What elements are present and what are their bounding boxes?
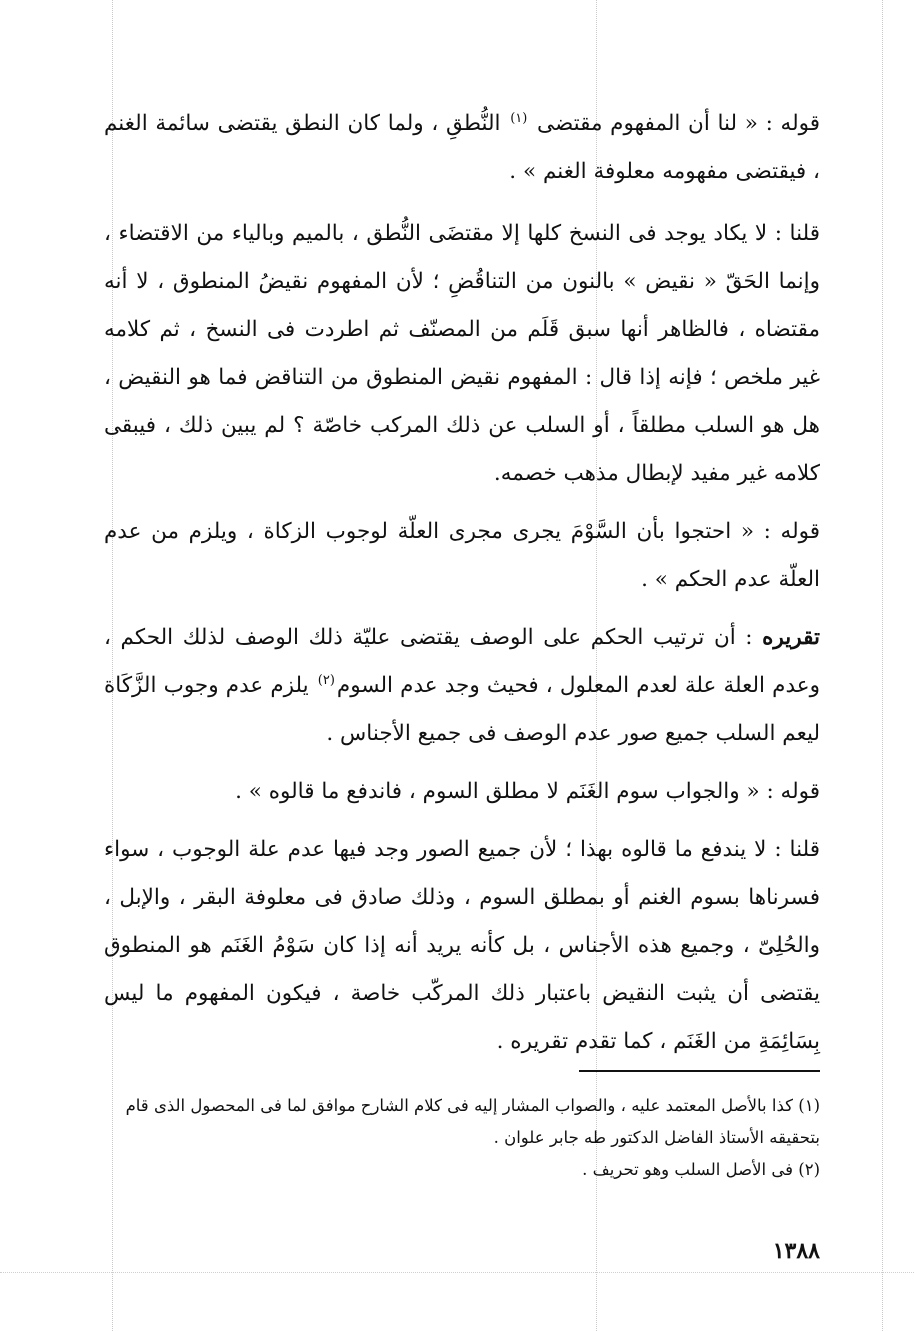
footnote-marker-2[interactable]: (٢) [317, 672, 335, 688]
paragraph-text: قوله : « والجواب سوم الغَنَم لا مطلق السوم ، فاندفع ما قالوه » . [235, 779, 820, 804]
footnotes [104, 1090, 820, 1186]
scan-artifact-line [882, 0, 883, 1331]
paragraph-text: قلنا : لا يندفع ما قالوه بهذا ؛ لأن جميع الصور وجد فيها عدم علة الوجوب ، سواء فسرناها بسوم الغنم أو بمطلق السوم ، وذلك صادق فى معلوفة البقر ، والإبل ، والحُلِىّ ، وجميع هذه الأجناس ، بل كأنه يريد أنه إذا كان سَوْمُ الغَنَم هو المنطوق يقتضى أن يثبت النقيض باعتبار ذلك المركّب خاصة ، فيكون المفهوم ما ليس بِسَائِمَةِ من الغَنَم ، كما تقدم تقريره . [104, 837, 820, 1054]
paragraph-text: يلزم عدم وجوب الزَّكَاة ليعم السلب جميع صور عدم الوصف فى جميع الأجناس . [104, 673, 820, 746]
scan-artifact-line [0, 1272, 914, 1273]
main-text [104, 100, 820, 1066]
paragraph-text: النُّطقِ ، ولما كان النطق يقتضى سائمة الغنم ، فيقتضى مفهومه معلوفة الغنم » . [104, 111, 820, 184]
paragraph-text: قوله : « لنا أن المفهوم مقتضى [529, 111, 821, 136]
paragraph-text: قلنا : لا يكاد يوجد فى النسخ كلها إلا مقتضَى النُّطق ، بالميم وبالياء من الاقتضاء ، وإنما الحَقّ « نقيض » بالنون من التناقُضِ ؛ لأن المفهوم نقيضُ المنطوق ، لا أنه مقتضاه ، فالظاهر أنها سبق قَلَم من المصنّف ثم اطردت فى النسخ ، ثم كلامه غير ملخص ؛ فإنه إذا قال : المفهوم نقيض المنطوق من التناقض فما هو النقيض ، هل هو السلب مطلقاً ، أو السلب عن ذلك المركب خاصّة ؟ لم يبين ذلك ، فيبقى كلامه غير مفيد لإبطال مذهب خصمه. [104, 221, 820, 486]
paragraph-lead-word: تقريره [762, 625, 820, 650]
paragraph-5 [104, 768, 820, 816]
paragraph-6 [104, 826, 820, 1066]
footnote-marker-1[interactable]: (١) [510, 110, 528, 126]
paragraph-1 [104, 100, 820, 196]
page-number: ١٣٨٨ [772, 1238, 820, 1264]
paragraph-2 [104, 210, 820, 498]
paragraph-text: قوله : « احتجوا بأن السَّوْمَ يجرى مجرى العلّة لوجوب الزكاة ، ويلزم من عدم العلّة عدم الحكم » . [104, 519, 820, 592]
paragraph-4 [104, 614, 820, 758]
paragraph-text: : أن ترتيب الحكم على الوصف يقتضى عليّة ذلك الوصف لذلك الحكم ، وعدم العلة علة لعدم المعلول ، فحيث وجد عدم السوم [104, 625, 820, 698]
footnote-separator [579, 1070, 820, 1072]
paragraph-3 [104, 508, 820, 604]
footnote-1: (١) كذا بالأصل المعتمد عليه ، والصواب المشار إليه فى كلام الشارح موافق لما فى المحصول الذى قام بتحقيقه الأستاذ الفاضل الدكتور طه جابر علوان . [125, 1096, 820, 1147]
footnote-2: (٢) فى الأصل السلب وهو تحريف . [582, 1160, 820, 1179]
